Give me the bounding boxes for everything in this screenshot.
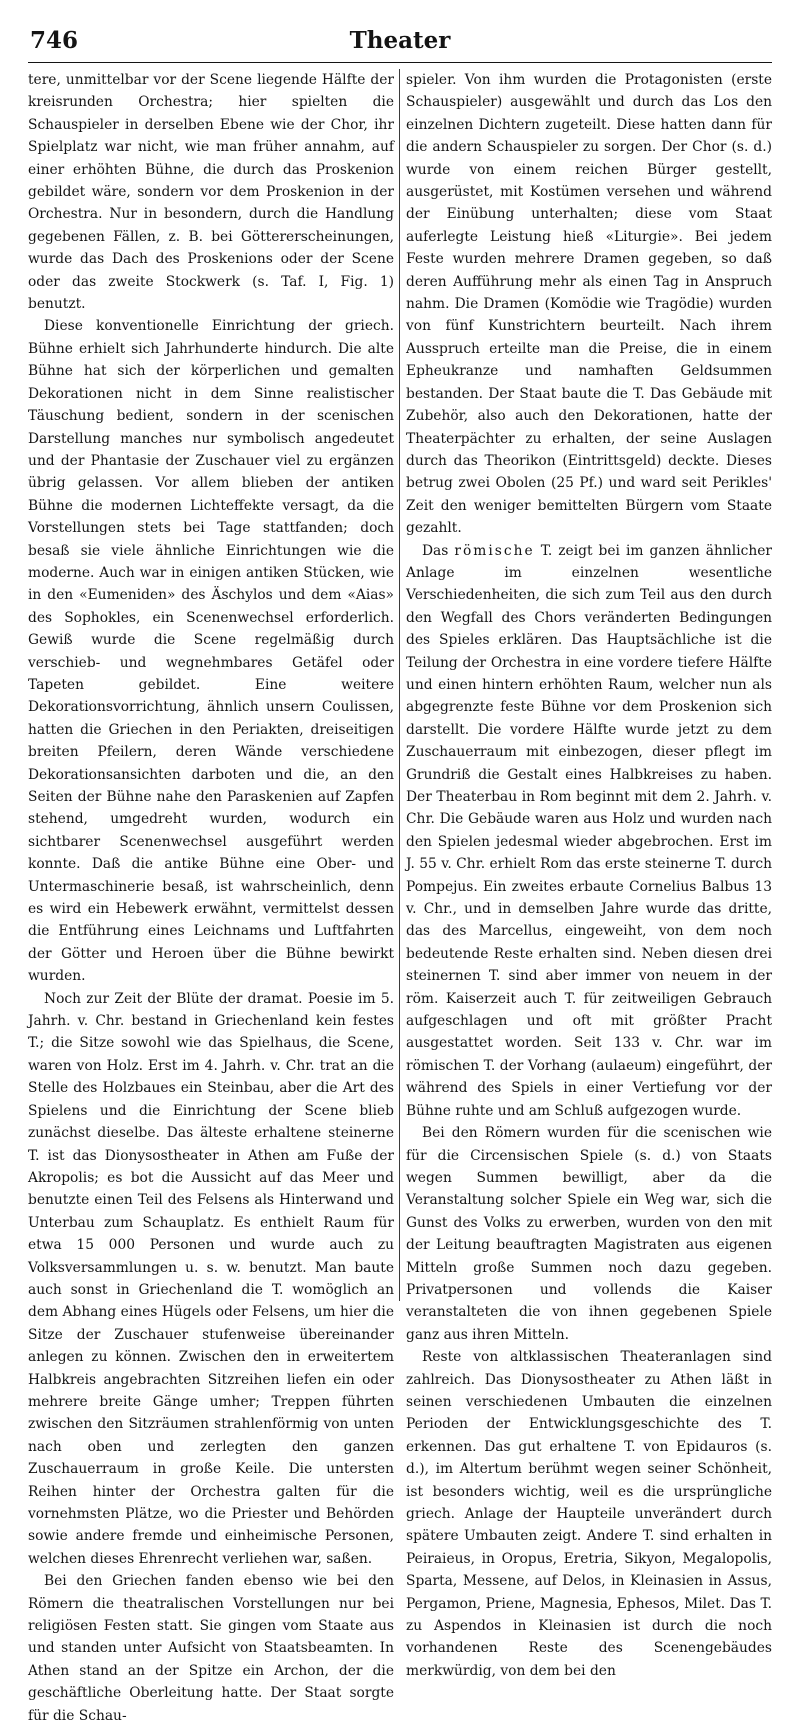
running-head: Theater (349, 27, 451, 54)
paragraph: Bei den Römern wurden für die scenischen wie für die Circensischen Spiele (s. d.) von Staats wegen Summen bewilligt, aber da die Veranstaltung solcher Spiele ein Weg war, sich die Gunst des Volks zu erwerben, wurden von den mit der Leitung beauftragten Magistraten aus eigenen Mitteln große Summen noch dazu gegeben. Privatpersonen und vollends die Kaiser veranstalteten die von ihnen gegebenen Spiele ganz aus ihren Mitteln. (406, 1125, 772, 1343)
page-header (28, 24, 772, 63)
text-columns (28, 69, 772, 1724)
paragraph: spieler. Von ihm wurden die Protagonisten (erste Schauspieler) ausgewählt und durch das Los den einzelnen Dichtern zugeteilt. Diese hatten dann für die andern Schauspieler zu sorgen. Der Chor (s. d.) wurde von einem reichen Bürger gestellt, ausgerüstet, mit Kostümen versehen und während der Einübung unterhalten; diese vom Staat auferlegte Leistung hieß «Liturgie». Bei jedem Feste wurden mehrere Dramen gegeben, so daß deren Aufführung mehr als einen Tag in Anspruch nahm. Die Dramen (Komödie wie Tragödie) wurden von fünf Kunstrichtern beurteilt. Nach ihrem Ausspruch erteilte man die Preise, die in einem Epheukranze und namhaften Geldsummen bestanden. Der Staat baute die T. Das Gebäude mit Zubehör, also auch den Dekorationen, hatte der Theaterpächter zu erhalten, der seine Auslagen durch das Theorikon (Eintrittsgeld) deckte. Dieses betrug zwei Obolen (25 Pf.) und ward seit Perikles' Zeit den weniger bemittelten Bürgern vom Staate gezahlt. (406, 72, 772, 537)
paragraph: Diese konventionelle Einrichtung der griech. Bühne erhielt sich Jahrhunderte hindurch. Die alte Bühne hat sich der körperlichen und gemalten Dekorationen nicht in dem Sinne realistischer Täuschung bedient, sondern in der scenischen Darstellung manches nur symbolisch angedeutet und der Phantasie der Zuschauer viel zu ergänzen übrig gelassen. Vor allem blieben der antiken Bühne die modernen Lichteffekte versagt, da die Vorstellungen stets bei Tage stattfanden; doch besaß sie viele ähnliche Einrichtungen wie die moderne. Auch war in einigen antiken Stücken, wie in den «Eumeniden» des Äschylos und dem «Aias» des Sophokles, ein Scenenwechsel erforderlich. Gewiß wurde die Scene regelmäßig durch verschieb- und wegnehmbares Getäfel oder Tapeten gebildet. Eine weitere Dekorationsvorrichtung, ähnlich unsern Coulissen, hatten die Griechen in den Periakten, dreiseitigen breiten Pfeilern, deren Wände verschiedene Dekorationsansichten darboten und die, an den Seiten der Bühne nahe den Paraskenien auf Zapfen stehend, umgedreht wurden, wodurch ein sichtbarer Scenenwechsel ausgeführt werden konnte. Daß die antike Bühne eine Ober- und Untermaschinerie besaß, ist wahrscheinlich, denn es wird ein Hebewerk erwähnt, vermittelst dessen die Entführung eines Leichnams und Luftfahrten der Götter und Heroen über die Bühne bewirkt wurden. (28, 318, 394, 985)
page-number: 746 (30, 27, 79, 54)
paragraph: Bei den Griechen fanden ebenso wie bei den Römern die theatralischen Vorstellungen nur bei religiösen Festen statt. Sie gingen vom Staate aus und standen unter Aufsicht von Staatsbeamten. In Athen stand an der Spitze ein Archon, der die geschäftliche Oberleitung hatte. Der Staat sorgte für die Schau- (28, 1573, 394, 1724)
paragraph-body: T. zeigt bei im ganzen ähnlicher Anlage im einzelnen wesentliche Verschiedenheiten, die sich zum Teil aus den durch den Wegfall des Chors veränderten Bedingungen des Spieles erklären. Das Hauptsächliche ist die Teilung der Orchestra in eine vordere tiefere Hälfte und einen hintern erhöhten Raum, welcher nun als abgegrenzte feste Bühne vor dem Proskenion sich darstellt. Die vordere Hälfte wurde jetzt zu dem Zuschauerraum mit einbezogen, dieser pflegt im Grundriß die Gestalt eines Halbkreises zu haben. Der Theaterbau in Rom beginnt mit dem 2. Jahrh. v. Chr. Die Gebäude waren aus Holz und wurden nach den Spielen jedesmal wieder abgebrochen. Erst im J. 55 v. Chr. erhielt Rom das erste steinerne T. durch Pompejus. Ein zweites erbaute Cornelius Balbus 13 v. Chr., und in demselben Jahre wurde das dritte, das des Marcellus, eingeweiht, von dem noch bedeutende Reste erhalten sind. Neben diesen drei steinernen T. sind aber immer von neuem in der röm. Kaiserzeit auch T. für zeitweiligen Gebrauch aufgeschlagen und oft mit größter Pracht ausgestattet worden. Seit 133 v. Chr. war im römischen T. der Vorhang (aulaeum) eingeführt, der während des Spiels in einer Vertiefung vor der Bühne ruhte und am Schluß aufgezogen wurde. (406, 542, 772, 1119)
column-divider (394, 69, 406, 1301)
paragraph-lead: Das (422, 542, 455, 559)
left-column (28, 69, 394, 1724)
paragraph: Reste von altklassischen Theateranlagen sind zahlreich. Das Dionysostheater zu Athen läßt in seinen verschiedenen Umbauten die einzelnen Perioden der Entwicklungsgeschichte des T. erkennen. Das gut erhaltene T. von Epidauros (s. d.), im Altertum berühmt wegen seiner Schönheit, ist besonders wichtig, weil es die ursprüngliche griech. Anlage der Haupteile unverändert durch spätere Umbauten zeigt. Andere T. sind erhalten in Peiraieus, in Oropus, Eretria, Sikyon, Megalopolis, Sparta, Messene, auf Delos, in Kleinasien in Assus, Pergamon, Priene, Magnesia, Ephesos, Milet. Das T. zu Aspendos in Kleinasien ist durch die noch vorhandenen Reste des Scenengebäudes merkwürdig, von dem bei den (406, 1349, 772, 1679)
paragraph (406, 540, 772, 1123)
paragraph: tere, unmittelbar vor der Scene liegende Hälfte der kreisrunden Orchestra; hier spielten die Schauspieler in derselben Ebene wie der Chor, ihr Spielplatz war nicht, wie man früher annahm, auf einer erhöhten Bühne, die durch das Proskenion gebildet wäre, sondern vor dem Proskenion in der Orchestra. Nur in besondern, durch die Handlung gegebenen Fällen, z. B. bei Göttererscheinungen, wurde das Dach des Proskenions oder der Scene oder das zweite Stockwerk (s. Taf. I, Fig. 1) benutzt. (28, 72, 394, 313)
paragraph: Noch zur Zeit der Blüte der dramat. Poesie im 5. Jahrh. v. Chr. bestand in Griechenland kein festes T.; die Sitze sowohl wie das Spielhaus, die Scene, waren von Holz. Erst im 4. Jahrh. v. Chr. trat an die Stelle des Holzbaues ein Steinbau, aber die Art des Spielens und die Einrichtung der Scene blieb zunächst dieselbe. Das älteste erhaltene steinerne T. ist das Dionysostheater in Athen am Fuße der Akropolis; es bot die Aussicht auf das Meer und benutzte einen Teil des Felsens als Hinterwand und Unterbau zum Schauplatz. Es enthielt Raum für etwa 15 000 Personen und wurde auch zu Volksversammlungen u. s. w. benutzt. Man baute auch sonst in Griechenland die T. womöglich an dem Abhang eines Hügels oder Felsens, um hier die Sitze der Zuschauer stufenweise übereinander anlegen zu können. Zwischen den in erweitertem Halbkreis angebrachten Sitzreihen liefen ein oder mehrere breite Gänge umher; Treppen führten zwischen den Sitzräumen strahlenförmig von unten nach oben und zerlegten den ganzen Zuschauerraum in große Keile. Die untersten Reihen hinter der Orchestra galten für die vornehmsten Plätze, wo die Priester und Behörden sowie andere fremde und einheimische Personen, welchen dieses Ehrenrecht verliehen war, saßen. (28, 990, 394, 1567)
emphasized-term: römische (454, 542, 535, 559)
right-column (406, 69, 772, 1679)
